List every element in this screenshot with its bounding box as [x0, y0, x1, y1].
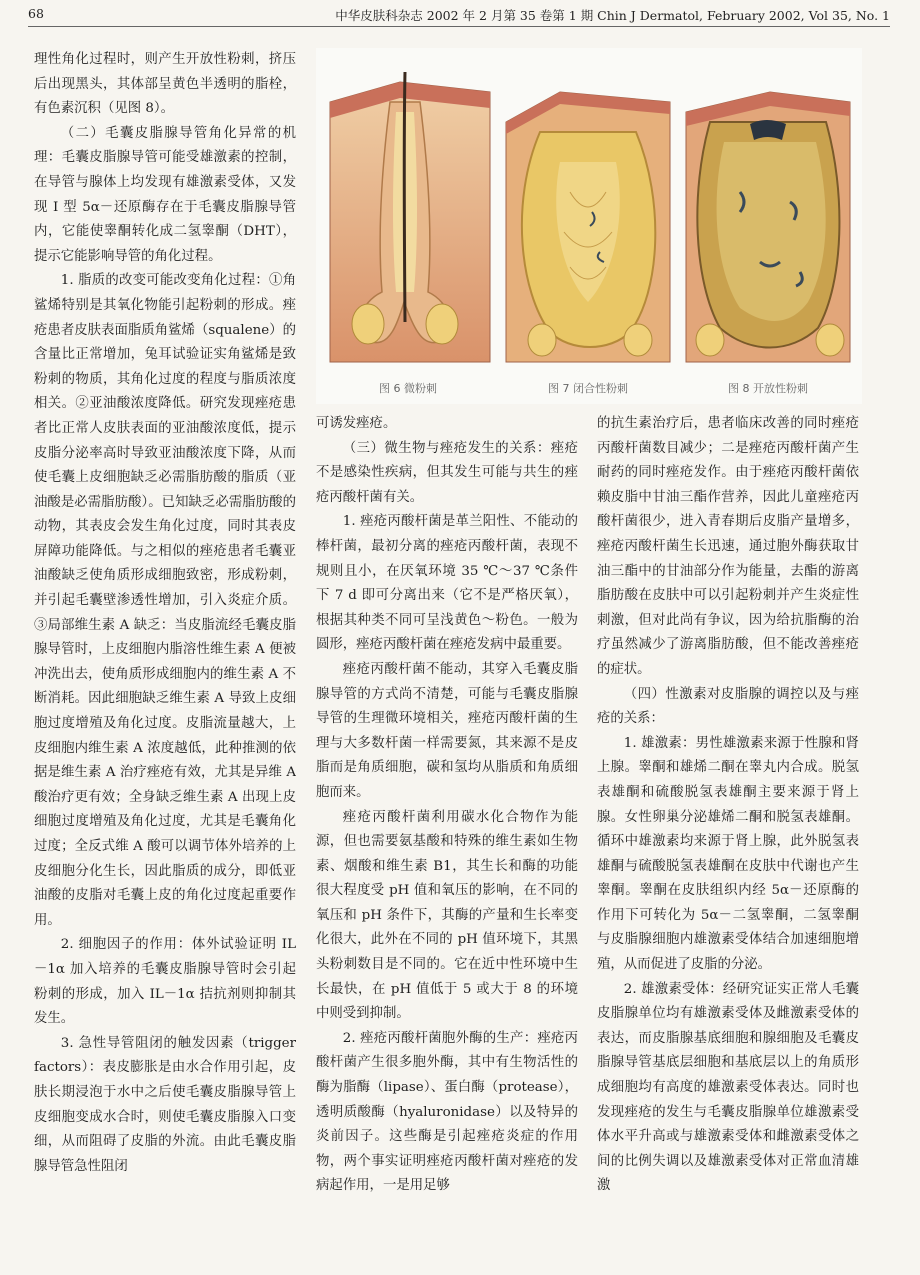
figure-6-caption: 图 6 微粉刺	[379, 382, 437, 395]
paragraph: 2. 细胞因子的作用：体外试验证明 IL－1α 加入培养的毛囊皮脂腺导管时会引起粉刺的形成，加入 IL－1α 拮抗剂则抑制其发生。	[34, 937, 296, 1027]
column-middle	[316, 412, 578, 1258]
journal-citation: 中华皮肤科杂志 2002 年 2 月第 35 卷第 1 期 Chin J Dermatol, February 2002, Vol 35, No. 1	[335, 8, 890, 23]
figure-7-caption: 图 7 闭合性粉刺	[548, 382, 628, 395]
figure-8-caption: 图 8 开放性粉刺	[728, 382, 808, 395]
paragraph: （三）微生物与痤疮发生的关系：痤疮不是感染性疾病，但其发生可能与共生的痤疮丙酸杆菌有关。	[316, 440, 578, 505]
figure-panel	[316, 48, 862, 404]
paragraph: 2. 雄激素受体：经研究证实正常人毛囊皮脂腺单位均有雄激素受体及雌激素受体的表达，而皮脂腺基底细胞和腺细胞及毛囊皮脂腺导管基底层细胞和基底层以上的角质形成细胞均有高度的雄激素受体表达。同时也发现痤疮的发生与毛囊皮脂腺单位雄激素受体水平升高或与雄激素受体和雌激素受体之间的比例失调以及雄激素受体对正常血清雄激	[597, 981, 859, 1194]
column-left	[34, 48, 296, 1258]
paragraph: （二）毛囊皮脂腺导管角化异常的机理：毛囊皮脂腺导管可能受雄激素的控制，在导管与腺体上均发现有雄激素受体，又发现 I 型 5α－还原酶存在于毛囊皮脂腺导管内，它能使睾酮转化成二氢睾酮（DHT），提示它能影响导管的角化过程。	[34, 125, 296, 264]
figure-6	[320, 62, 496, 395]
figure-8	[680, 62, 856, 395]
paragraph: 1. 脂质的改变可能改变角化过程：①角鲨烯特别是其氧化物能引起粉刺的形成。痤疮患者皮肤表面脂质角鲨烯（squalene）的含量比正常增加，兔耳试验证实角鲨烯是致粉刺的物质，其角化过度的程度与脂质浓度相关。②亚油酸浓度降低。研究发现痤疮患者比正常人皮肤表面的亚油酸浓度低，提示皮脂分泌率高时导致亚油酸浓度下降，从而使毛囊上皮细胞缺乏必需脂肪酸的脂质（亚油酸是必需脂肪酸）。已知缺乏必需脂肪酸的动物，其表皮会发生角化过度，同时其表皮屏障功能降低。与之相似的痤疮患者毛囊亚油酸缺乏使角质形成细胞致密，形成粉刺，并引起毛囊壁渗透性增加，引入炎症介质。③局部维生素 A 缺乏：当皮脂流经毛囊皮脂腺导管时，上皮细胞内脂溶性维生素 A 便被冲洗出去，使角质形成细胞内的维生素 A 不断消耗。因此细胞缺乏维生素 A 导致上皮细胞过度增殖及角化过度。皮脂流量越大，上皮细胞内维生素 A 浓度越低，此种推测的依据是维生素 A 治疗痤疮有效，尤其是异维 A 酸治疗更有效；全身缺乏维生素 A 出现上皮细胞过度增殖及角化过度，尤其是毛囊角化过度；全反式维 A 酸可以调节体外培养的上皮细胞分化生长，因此脂质的成分，即低亚油酸的皮脂对毛囊上皮的角化过度起重要作用。	[34, 273, 296, 928]
paragraph: 的抗生素治疗后，患者临床改善的同时痤疮丙酸杆菌数目减少；二是痤疮丙酸杆菌产生耐药的同时痤疮发作。由于痤疮丙酸杆菌依赖皮脂中甘油三酯作营养，因此儿童痤疮丙酸杆菌很少，进入青春期后皮脂产量增多，痤疮丙酸杆菌生长迅速，通过胞外酶获取甘油三酯中的甘油部分作为能量，去酯的游离脂肪酸在皮肤中可以引起粉刺并产生炎症性刺激，但对此尚有争议，因为给抗脂酶的治疗虽然减少了游离脂肪酸，但不能改善痤疮的症状。	[597, 416, 859, 677]
page-number: 68	[28, 6, 44, 21]
microcomedo-illustration	[320, 62, 496, 372]
closed-comedo-illustration	[500, 62, 676, 372]
paragraph: 1. 痤疮丙酸杆菌是革兰阳性、不能动的棒杆菌，最初分离的痤疮丙酸杆菌，表现不规则且小，在厌氧环境 35 ℃～37 ℃条件下 7 d 即可分离出来（它不是严格厌氧），根据其种类不同可呈浅黄色～粉色。一般为圆形，痤疮丙酸杆菌在痤疮发病中最重要。	[316, 514, 578, 653]
paragraph: 可诱发痤疮。	[316, 416, 397, 431]
running-header	[28, 4, 890, 24]
paragraph: 1. 雄激素：男性雄激素来源于性腺和肾上腺。睾酮和雄烯二酮在睾丸内合成。脱氢表雄酮和硫酸脱氢表雄酮主要来源于肾上腺。女性卵巢分泌雄烯二酮和脱氢表雄酮。循环中雄激素均来源于肾上腺，此外脱氢表雄酮与硫酸脱氢表雄酮在皮肤中代谢也产生睾酮。睾酮在皮肤组织内经 5α－还原酶的作用下可转化为 5α－二氢睾酮，二氢睾酮与皮脂腺细胞内雄激素受体结合加速细胞增殖，从而促进了皮脂的分泌。	[597, 735, 859, 973]
open-comedo-illustration	[680, 62, 856, 372]
paragraph: （四）性激素对皮脂腺的调控以及与痤疮的关系：	[597, 686, 859, 727]
paragraph: 痤疮丙酸杆菌不能动，其穿入毛囊皮脂腺导管的方式尚不清楚，可能与毛囊皮脂腺导管的生理微环境相关，痤疮丙酸杆菌的生理与大多数杆菌一样需要氮，其来源不是皮脂而是角质细胞，碳和氢均从脂质和角质细胞而来。	[316, 661, 578, 800]
header-rule	[28, 26, 890, 27]
figure-7	[500, 62, 676, 395]
paragraph: 3. 急性导管阻闭的触发因素（trigger factors）：表皮膨胀是由水合作用引起，皮肤长期浸泡于水中之后使毛囊皮脂腺导管上皮细胞变成水合时，则使毛囊皮脂腺入口变细，从而阻碍了皮脂的外流。由此毛囊皮脂腺导管急性阻闭	[34, 1035, 296, 1174]
paragraph: 痤疮丙酸杆菌利用碳水化合物作为能源，但也需要氨基酸和特殊的维生素如生物素、烟酸和维生素 B1，其生长和酶的功能很大程度受 pH 值和氧压的影响，在不同的氧压和 pH 条件下，其酶的产量和生长率变化很大，此外在不同的 pH 值环境下，其黑头粉刺数目是不同的。它在近中性环境中生长最快，在 pH 值低于 5 或大于 8 的环境中则受到抑制。	[316, 809, 578, 1022]
paragraph: 2. 痤疮丙酸杆菌胞外酶的生产：痤疮丙酸杆菌产生很多胞外酶，其中有生物活性的酶为脂酶（lipase）、蛋白酶（protease），透明质酸酶（hyaluronidase）以及特异的炎前因子。这些酶是引起痤疮炎症的作用物，两个事实证明痤疮丙酸杆菌对痤疮的发病起作用，一是用足够	[316, 1030, 578, 1194]
paragraph: 理性角化过程时，则产生开放性粉刺，挤压后出现黑头，其体部呈黄色半透明的脂栓，有色素沉积（见图 8）。	[34, 52, 296, 117]
column-right	[597, 412, 859, 1258]
